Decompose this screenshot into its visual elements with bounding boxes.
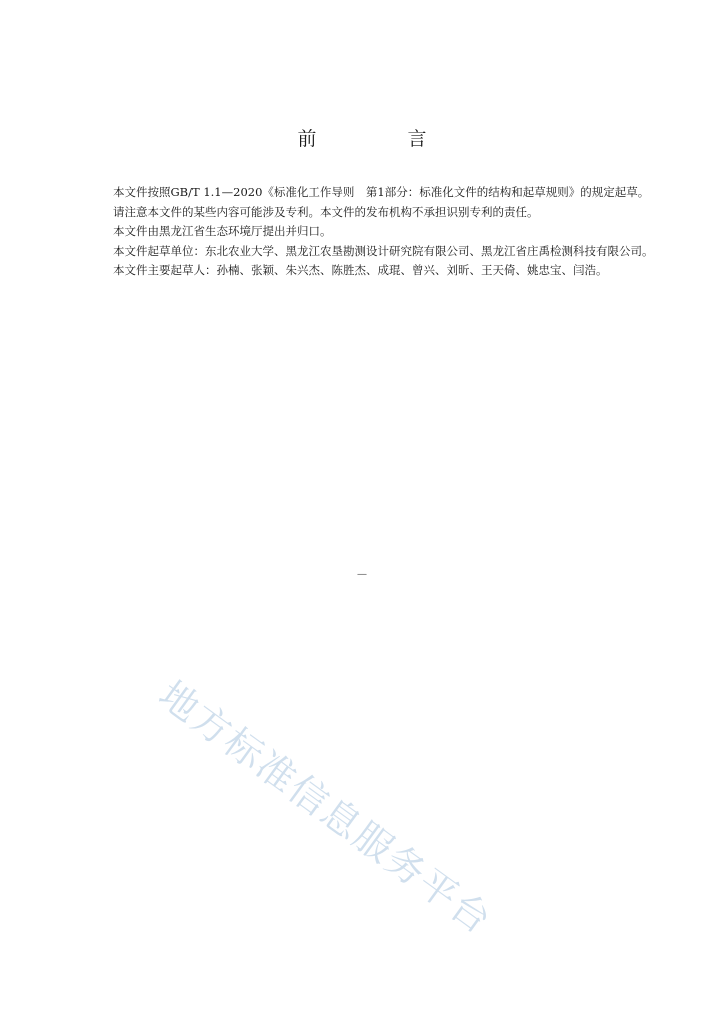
foreword-body — [87, 183, 659, 281]
paragraph-proposer: 本文件由黑龙江省生态环境厅提出并归口。 — [113, 224, 332, 238]
paragraph-drafting-units: 本文件起草单位：东北农业大学、黑龙江农垦勘测设计研究院有限公司、黑龙江省庄禹检测科技有限公司。 — [113, 243, 654, 258]
page-title: 前 言 — [297, 128, 463, 150]
page-center-mark: — — [357, 569, 367, 580]
paragraph-drafting-rules: 本文件按照GB/T 1.1—2020《标准化工作导则 第1部分：标准化文件的结构和起草规则》的规定起草。 — [113, 185, 650, 199]
watermark: 地方标准信息服务平台 — [150, 672, 501, 944]
paragraph-patent-notice: 请注意本文件的某些内容可能涉及专利。本文件的发布机构不承担识别专利的责任。 — [113, 204, 539, 219]
paragraph-drafters: 本文件主要起草人：孙楠、张颖、朱兴杰、陈胜杰、成琨、曾兴、刘昕、王天倚、姚忠宝、闫浩。 — [113, 263, 608, 277]
